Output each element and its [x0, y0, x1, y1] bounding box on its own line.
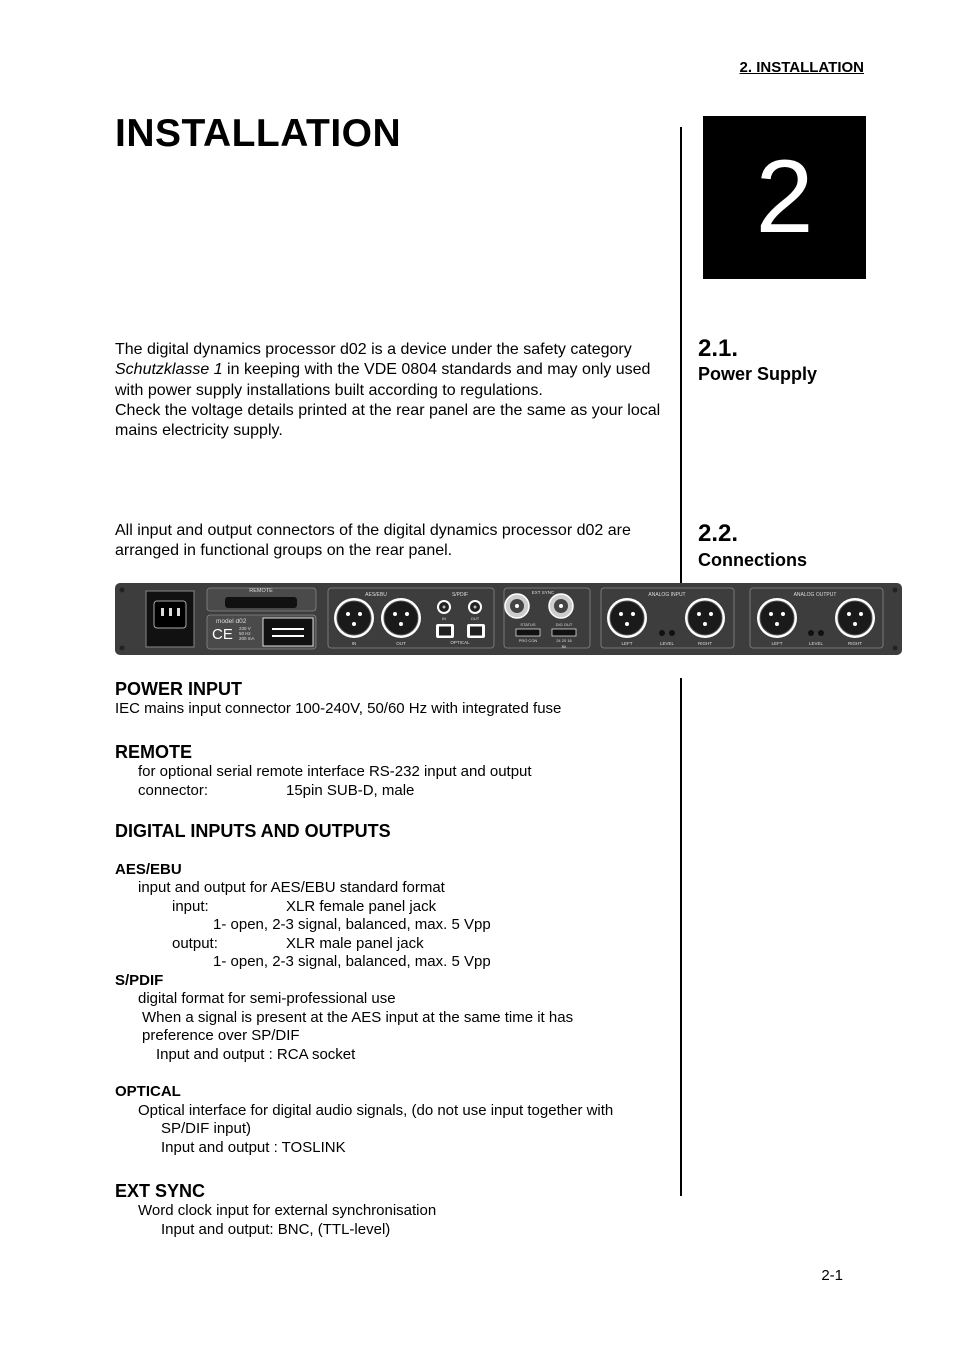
divider-line-bottom — [680, 678, 682, 1196]
digital-io-heading: DIGITAL INPUTS AND OUTPUTS — [115, 821, 391, 841]
ext-sync-line-1: Word clock input for external synchronisation — [138, 1202, 437, 1219]
panel-analog-output-label: ANALOG OUTPUT — [793, 592, 837, 598]
spdif-line-4: Input and output : RCA socket — [156, 1046, 356, 1063]
optical-line-2: SP/DIF input) — [161, 1120, 252, 1137]
panel-status-label: STATUS — [520, 622, 536, 627]
section-title-power-supply: Power Supply — [698, 364, 818, 384]
connections-text: All input and output connectors of the digital dynamics processor d02 are arranged in functional groups on the rear panel. — [115, 522, 631, 560]
panel-analog-out-right: RIGHT — [848, 641, 862, 646]
panel-analog-in-right: RIGHT — [698, 641, 712, 646]
panel-aes-in: IN — [351, 641, 357, 646]
panel-model-label: model d02 — [216, 618, 247, 625]
optical-heading: OPTICAL — [115, 1083, 181, 1100]
panel-dig-out-options: 24 20 16 — [556, 638, 572, 643]
spdif-line-1: digital format for semi-professional use — [138, 990, 396, 1007]
aes-ebu-input-pins: 1- open, 2-3 signal, balanced, max. 5 Vpp — [213, 916, 491, 933]
ce-mark-icon: CE — [212, 626, 233, 643]
panel-rating-2: 50 Hz — [239, 631, 251, 636]
spdif-heading: S/PDIF — [115, 972, 164, 989]
chapter-number-box: 2 — [703, 116, 866, 279]
aes-ebu-input-label: input: — [172, 898, 209, 915]
section-title-connections: Connections — [698, 550, 808, 570]
optical-line-3: Input and output : TOSLINK — [161, 1139, 346, 1156]
aes-ebu-output-label: output: — [172, 935, 218, 952]
panel-optical-label: OPTICAL — [450, 640, 470, 645]
panel-remote-label: REMOTE — [249, 588, 273, 594]
divider-line-top — [680, 127, 682, 595]
aes-ebu-output-value: XLR male panel jack — [286, 935, 424, 952]
remote-heading: REMOTE — [115, 742, 193, 762]
panel-spdif-in: IN — [442, 616, 446, 621]
schutzklasse-italic: Schutzklasse 1 — [115, 361, 223, 379]
section-number-connections: 2.2. — [698, 520, 739, 547]
panel-analog-out-left: LEFT — [771, 641, 783, 646]
panel-status-options: PRO CON — [518, 638, 538, 643]
spdif-line-3: preference over SP/DIF — [142, 1027, 300, 1044]
panel-dig-out-bit: Bit — [561, 644, 567, 649]
aes-ebu-line-1: input and output for AES/EBU standard format — [138, 879, 445, 896]
panel-spdif-out: OUT — [470, 616, 480, 621]
power-supply-text: The digital dynamics processor d02 is a device under the safety category Schutzklasse 1 in keeping with the VDE 0804 standards and may only used with power supply installations built according to regulations. Check the voltage details printed at the rear panel are the same as your local mains electricity supply. — [115, 340, 675, 441]
power-supply-text-2: Check the voltage details printed at the rear panel are the same as your local mains electricity supply. — [115, 401, 661, 440]
ext-sync-line-2: Input and output: BNC, (TTL-level) — [161, 1221, 391, 1238]
panel-dig-out-label: DIG OUT — [555, 622, 573, 627]
panel-spdif-label: S/PDIF — [451, 592, 469, 598]
ext-sync-heading: EXT SYNC — [115, 1181, 206, 1201]
page-title: INSTALLATION — [115, 112, 402, 155]
power-input-text: IEC mains input connector 100-240V, 50/60 Hz with integrated fuse — [115, 700, 562, 717]
panel-analog-out-level: LEVEL — [808, 641, 824, 646]
panel-rating-1: 230 V — [239, 626, 251, 631]
rear-panel-illustration — [115, 583, 902, 655]
optical-line-1: Optical interface for digital audio signals, (do not use input together with — [138, 1102, 614, 1119]
panel-analog-input-label: ANALOG INPUT — [648, 592, 686, 598]
section-number-power-supply: 2.1. — [698, 335, 739, 362]
panel-analog-in-level: LEVEL — [659, 641, 675, 646]
page-number: 2-1 — [821, 1267, 843, 1284]
panel-aes-out: OUT — [396, 641, 406, 646]
panel-ext-sync-label: EXT SYNC — [531, 590, 555, 595]
chapter-header-label: 2. INSTALLATION — [739, 59, 864, 76]
remote-line-1: for optional serial remote interface RS-232 input and output — [138, 763, 532, 780]
aes-ebu-output-pins: 1- open, 2-3 signal, balanced, max. 5 Vpp — [213, 953, 491, 970]
spdif-line-2: When a signal is present at the AES input at the same time it has — [142, 1009, 574, 1026]
panel-analog-in-left: LEFT — [621, 641, 633, 646]
panel-rating-3: 200 mA — [239, 636, 255, 641]
remote-connector-label: connector: — [138, 782, 209, 799]
aes-ebu-heading: AES/EBU — [115, 861, 182, 878]
aes-ebu-input-value: XLR female panel jack — [286, 898, 437, 915]
power-input-heading: POWER INPUT — [115, 679, 243, 699]
panel-aes-ebu-label: AES/EBU — [365, 592, 387, 598]
remote-connector-value: 15pin SUB-D, male — [286, 782, 415, 799]
